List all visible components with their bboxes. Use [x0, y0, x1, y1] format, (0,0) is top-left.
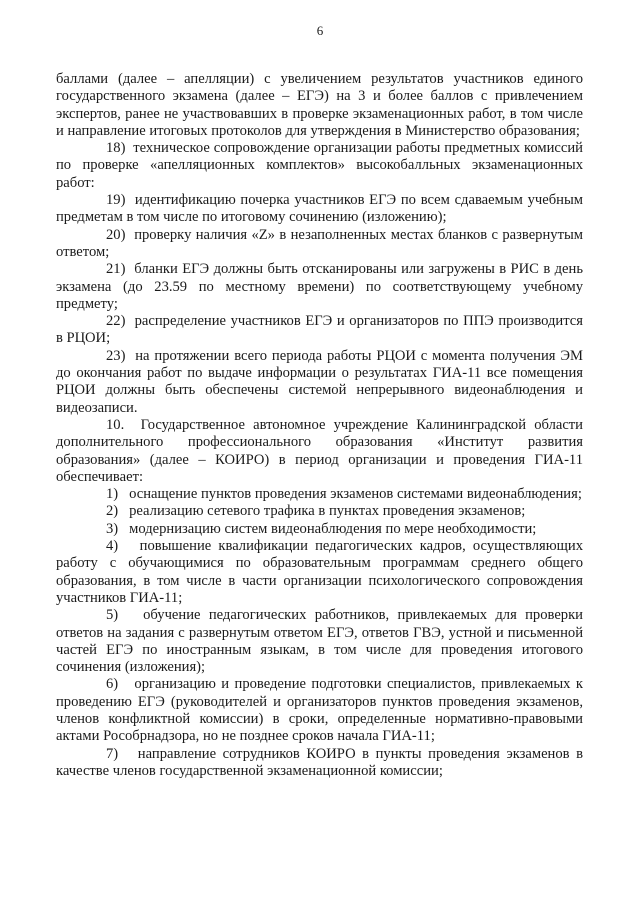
- list-item-21: 21) бланки ЕГЭ должны быть отсканированы или загружены в РИС в день экзамена (до 23.59 по местному времени) по соответствующему учебному предмету;: [56, 261, 583, 312]
- koiro-item-1: 1) оснащение пунктов проведения экзаменов системами видеонаблюдения;: [106, 486, 582, 503]
- koiro-item-5: 5) обучение педагогических работников, привлекаемых для проверки ответов на задания с развернутым ответом ЕГЭ, ответов ГВЭ, устной и письменной частей ЕГЭ по иностранным языкам, в том числе для проведения итогового сочинения (изложения);: [56, 607, 583, 676]
- list-item-20: 20) проверку наличия «Z» в незаполненных местах бланков с развернутым ответом;: [56, 226, 583, 260]
- list-item-22: 22) распределение участников ЕГЭ и организаторов по ППЭ производится в РЦОИ;: [56, 313, 583, 347]
- koiro-item-3: 3) модернизацию систем видеонаблюдения по мере необходимости;: [106, 520, 537, 537]
- list-item-18: 18) техническое сопровождение организации работы предметных комиссий по проверке «апелляционных комплектов» высокобалльных экзаменационных работ:: [56, 140, 583, 191]
- koiro-item-4: 4) повышение квалификации педагогических кадров, осуществляющих работу с обучающимися по образовательным программам среднего общего образования, в том числе в части организации психологического сопровождения участников ГИА-11;: [56, 538, 583, 606]
- list-item-19: 19) идентификацию почерка участников ЕГЭ по всем сдаваемым учебным предметам в том числе по итоговому сочинению (изложению);: [56, 192, 583, 226]
- koiro-item-2: 2) реализацию сетевого трафика в пунктах проведения экзаменов;: [106, 503, 526, 520]
- koiro-item-6: 6) организацию и проведение подготовки специалистов, привлекаемых к проведению ЕГЭ (руководителей и организаторов пунктов проведения экзаменов, членов конфликтной комиссии) в сроки, определенные нормативно-правовыми актами Рособрнадзора, но не позднее сроков начала ГИА-11;: [56, 676, 583, 745]
- koiro-item-7: 7) направление сотрудников КОИРО в пункты проведения экзаменов в качестве членов государственной экзаменационной комиссии;: [56, 745, 583, 779]
- section-10-intro: 10. Государственное автономное учреждение Калининградской области дополнительного профессионального образования «Институт развития образования» (далее – КОИРО) в период организации и проведения ГИА-11 обеспечивает:: [56, 416, 583, 485]
- document-body: [56, 71, 583, 780]
- paragraph-continuation: баллами (далее – апелляции) с увеличением результатов участников единого государственного экзамена (далее – ЕГЭ) на 3 и более баллов с привлечением экспертов, ранее не участвовавших в проверке экзаменационных работ, в том числе и направление итоговых протоколов для утверждения в Министерство образования;: [56, 71, 583, 139]
- list-item-23: 23) на протяжении всего периода работы РЦОИ с момента получения ЭМ до окончания работ по выдаче информации о результатах ГИА-11 все помещения РЦОИ должны быть обеспечены системой непрерывного видеонаблюдения и видеозаписи.: [56, 347, 583, 416]
- page-number: 6: [316, 23, 324, 38]
